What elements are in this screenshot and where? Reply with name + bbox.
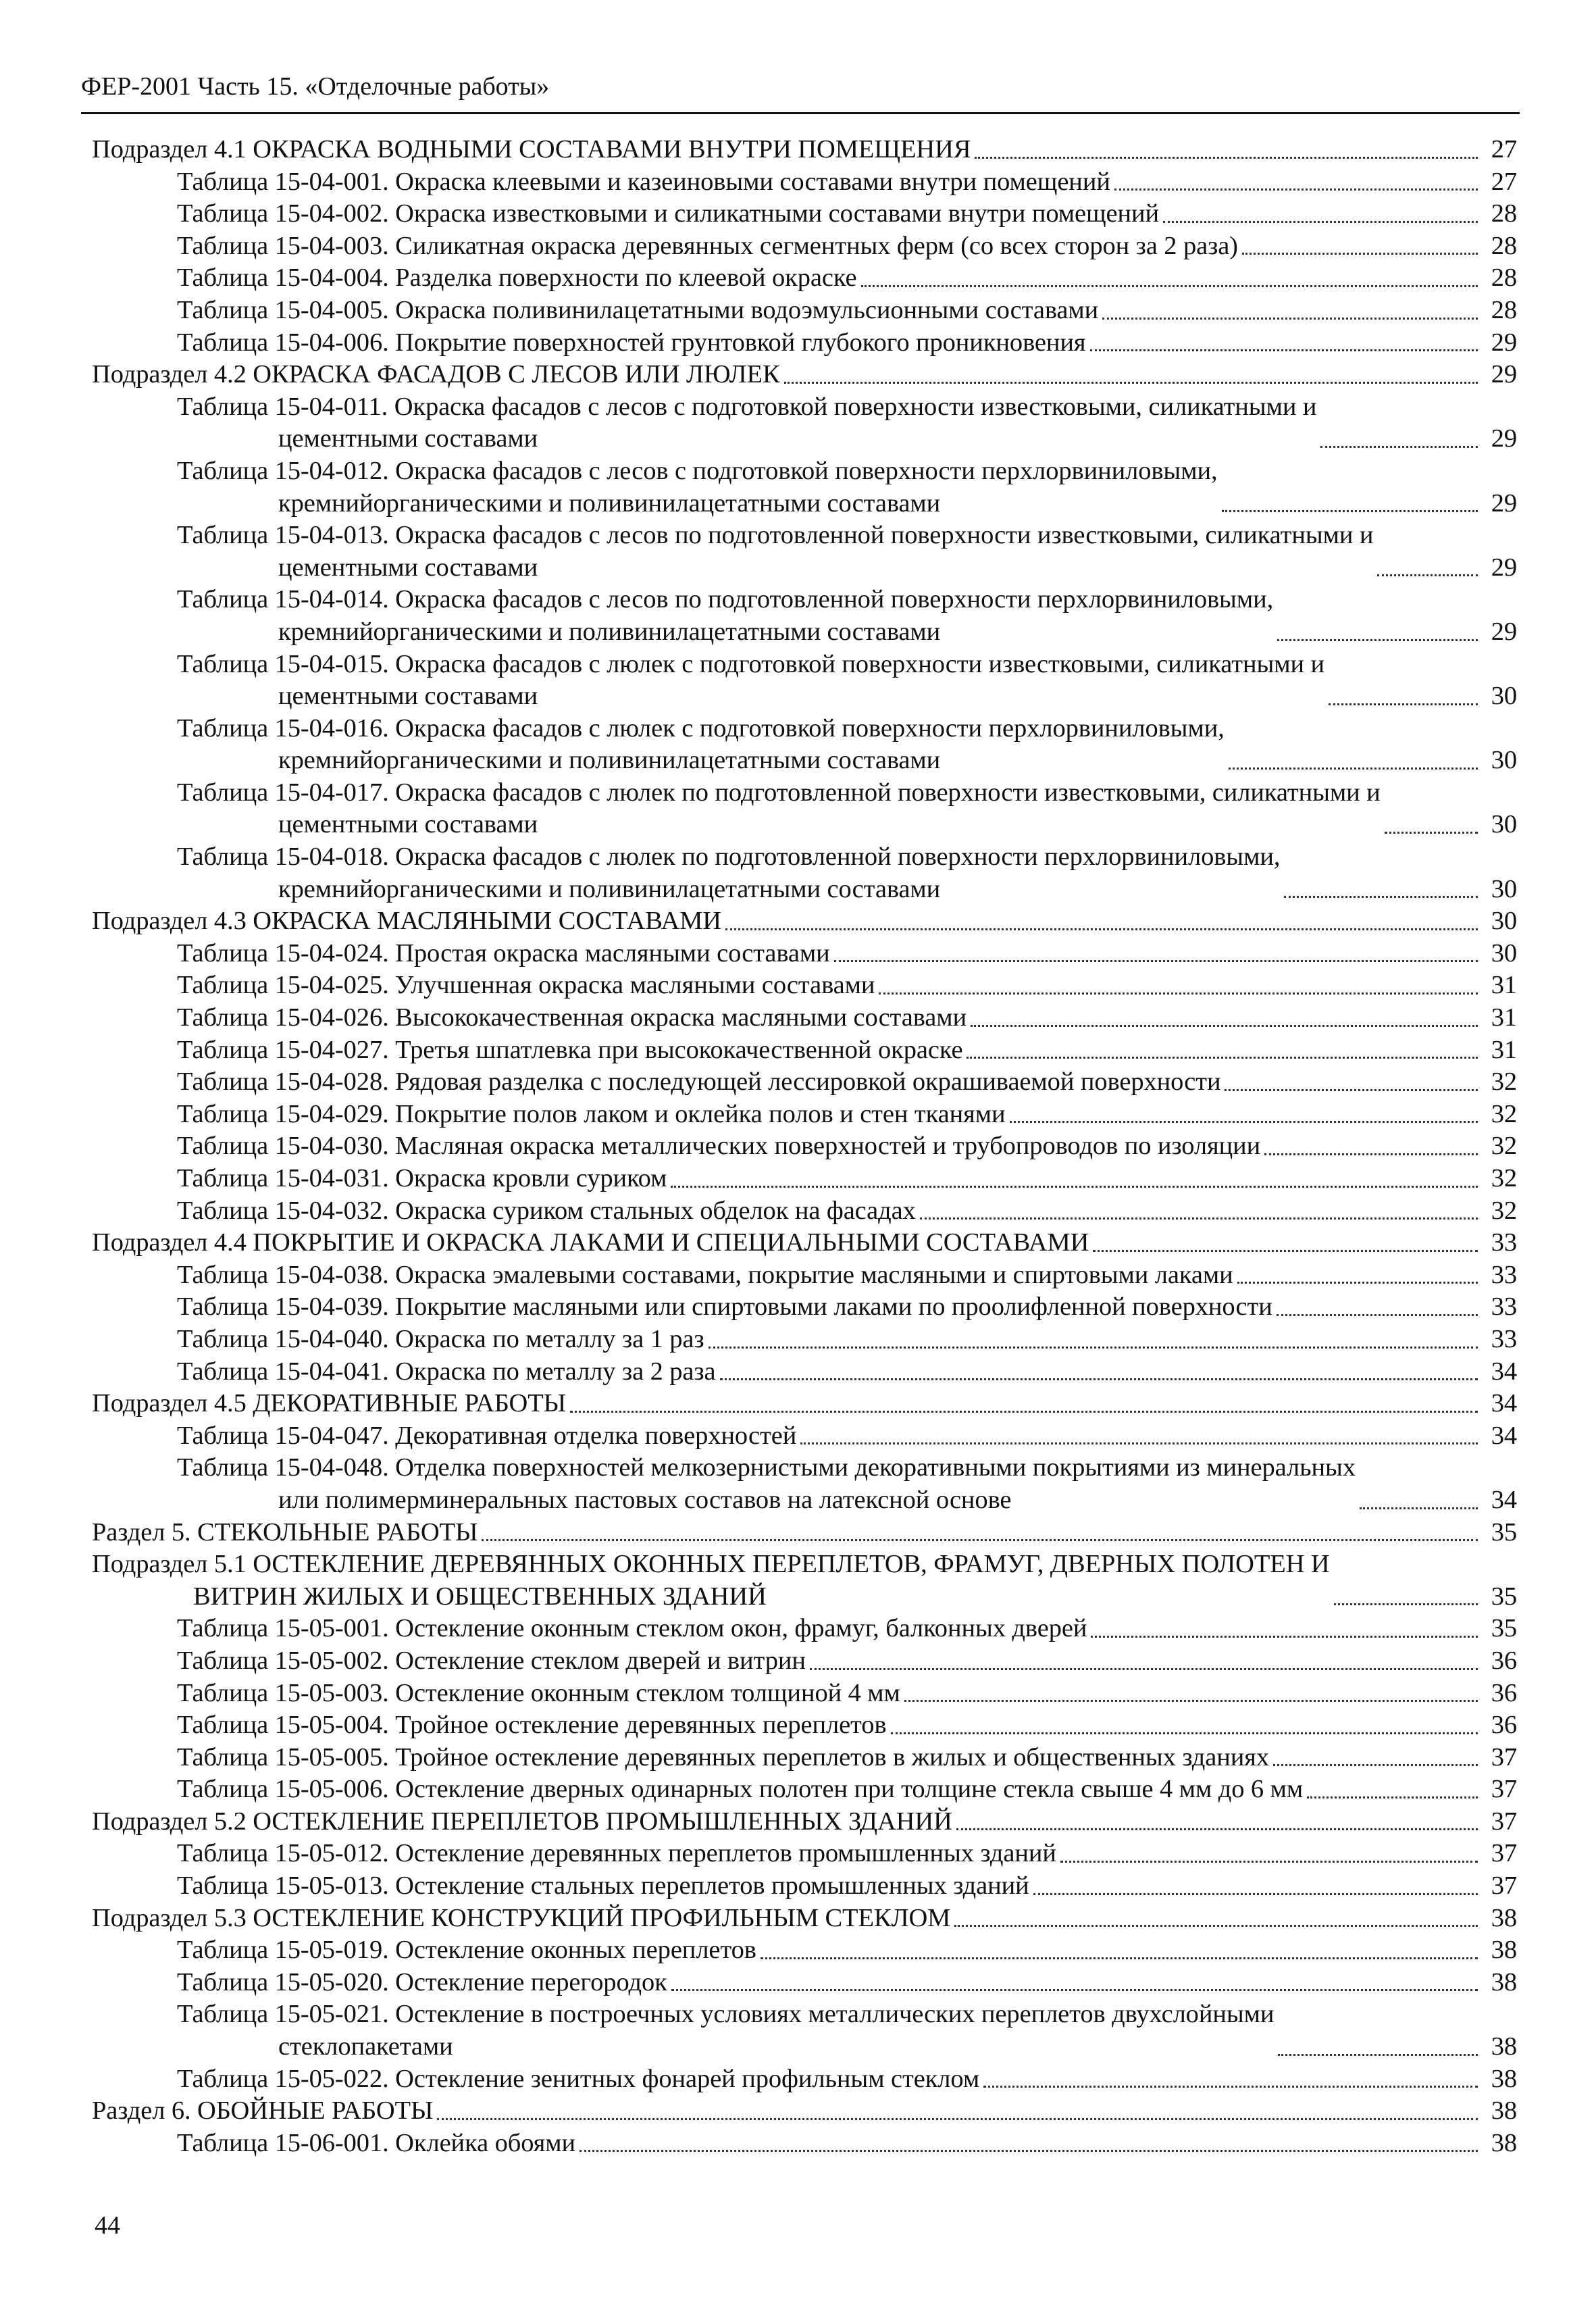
dot-leader — [1284, 896, 1478, 898]
toc-table-entry[interactable] — [92, 391, 1517, 455]
dot-leader — [810, 1668, 1478, 1670]
toc-entry-title — [177, 1420, 796, 1453]
toc-page-number: 27 — [1491, 167, 1517, 196]
dot-leader — [1360, 1507, 1478, 1509]
toc-table-entry[interactable] — [92, 327, 1517, 359]
dot-leader — [879, 992, 1478, 995]
toc-entry-title — [177, 1678, 900, 1710]
toc-section-entry[interactable] — [92, 905, 1517, 938]
toc-table-entry[interactable] — [92, 166, 1517, 199]
toc-entry-title-line: Подраздел 5.3 ОСТЕКЛЕНИЕ КОНСТРУКЦИЙ ПРОФИЛЬНЫМ СТЕКЛОМ — [92, 1903, 951, 1932]
toc-table-entry[interactable] — [92, 1130, 1517, 1163]
toc-table-entry[interactable] — [92, 1613, 1517, 1645]
toc-entry-title-line: Таблица 15-04-012. Окраска фасадов с лесов с подготовкой поверхности перхлорвиниловыми, — [177, 456, 1218, 485]
toc-entry-title — [177, 1967, 667, 1999]
toc-entry-title — [92, 359, 780, 391]
toc-table-entry[interactable] — [92, 970, 1517, 1002]
toc-entry-title-line: Таблица 15-04-006. Покрытие поверхностей грунтовкой глубокого проникновения — [177, 328, 1086, 357]
toc-entry-title — [177, 1163, 667, 1195]
toc-entry-title-line: Раздел 5. СТЕКОЛЬНЫЕ РАБОТЫ — [92, 1517, 478, 1546]
toc-entry-title — [177, 230, 1238, 263]
toc-page-number: 29 — [1491, 617, 1517, 646]
toc-entry-title-line: Таблица 15-05-021. Остекление в построечных условиях металлических переплетов двухслойными — [177, 2000, 1275, 2029]
toc-page-number: 38 — [1491, 1903, 1517, 1932]
toc-page-number: 29 — [1491, 553, 1517, 582]
toc-section-entry[interactable] — [92, 1517, 1517, 1549]
toc-entry-title-line: Таблица 15-04-002. Окраска известковыми и силикатными составами внутри помещений — [177, 199, 1160, 228]
toc-page-number: 34 — [1491, 1485, 1517, 1514]
toc-page-number: 28 — [1491, 295, 1517, 324]
toc-entry-title — [177, 777, 1381, 841]
dot-leader — [1091, 1636, 1478, 1638]
dot-leader — [761, 1957, 1478, 1959]
dot-leader — [1093, 1250, 1478, 1252]
toc-entry-title — [177, 455, 1218, 520]
toc-entry-title-line: Таблица 15-04-025. Улучшенная окраска масляными составами — [177, 971, 875, 1000]
toc-entry-title — [177, 327, 1086, 359]
toc-entry-title — [177, 1259, 1233, 1292]
toc-table-entry[interactable] — [92, 2128, 1517, 2160]
toc-page-number: 38 — [1491, 1967, 1517, 1996]
toc-entry-title — [177, 1130, 1260, 1163]
toc-table-entry[interactable] — [92, 1998, 1517, 2063]
toc-page-number: 37 — [1491, 1839, 1517, 1868]
toc-entry-title-line: Подраздел 4.1 ОКРАСКА ВОДНЫМИ СОСТАВАМИ ВНУТРИ ПОМЕЩЕНИЯ — [92, 135, 971, 164]
toc-entry-title-line: Таблица 15-04-017. Окраска фасадов с люлек по подготовленной поверхности известковыми, силикатными и — [177, 778, 1381, 807]
toc-entry-title — [92, 1806, 952, 1838]
toc-table-entry[interactable] — [92, 1967, 1517, 1999]
toc-page-number: 29 — [1491, 488, 1517, 518]
toc-entry-title-line: Подраздел 5.1 ОСТЕКЛЕНИЕ ДЕРЕВЯННЫХ ОКОННЫХ ПЕРЕПЛЕТОВ, ФРАМУГ, ДВЕРНЫХ ПОЛОТЕН И — [92, 1550, 1330, 1579]
dot-leader — [1114, 188, 1478, 191]
toc-entry-title-line: Таблица 15-04-024. Простая окраска масляными составами — [177, 938, 830, 967]
dot-leader — [861, 285, 1478, 287]
toc-entry-title — [92, 1227, 1089, 1259]
toc-entry-title-line: Таблица 15-05-002. Остекление стеклом дверей и витрин — [177, 1646, 806, 1675]
toc-entry-title — [92, 1388, 566, 1420]
toc-page-number: 36 — [1491, 1678, 1517, 1707]
toc-entry-title — [177, 295, 1098, 327]
toc-section-entry[interactable] — [92, 2095, 1517, 2128]
toc-entry-title — [92, 905, 721, 938]
toc-entry-title — [177, 1195, 916, 1228]
toc-table-entry[interactable] — [92, 295, 1517, 327]
dot-leader — [784, 382, 1478, 384]
toc-page-number: 32 — [1491, 1099, 1517, 1128]
toc-entry-title-line: Таблица 15-04-001. Окраска клеевыми и казеиновыми составами внутри помещений — [177, 167, 1110, 196]
header-divider — [81, 112, 1520, 114]
dot-leader — [671, 1989, 1478, 1991]
toc-page-number: 28 — [1491, 231, 1517, 260]
toc-entry-title-line: Таблица 15-04-039. Покрытие масляными или спиртовыми лаками по проолифленной поверхности — [177, 1292, 1272, 1322]
dot-leader — [920, 1217, 1478, 1219]
toc-page-number: 30 — [1491, 810, 1517, 839]
toc-table-entry[interactable] — [92, 584, 1517, 648]
dot-leader — [1277, 1314, 1478, 1316]
toc-table-entry[interactable] — [92, 1838, 1517, 1870]
dot-leader — [954, 1925, 1478, 1927]
toc-entry-title-line: Подраздел 4.2 ОКРАСКА ФАСАДОВ С ЛЕСОВ ИЛИ ЛЮЛЕК — [92, 360, 780, 389]
toc-page-number: 33 — [1491, 1324, 1517, 1353]
toc-page-number: 30 — [1491, 746, 1517, 775]
toc-page-number: 33 — [1491, 1292, 1517, 1322]
toc-page-number: 31 — [1491, 1035, 1517, 1064]
dot-leader — [1278, 2054, 1478, 2056]
toc-entry-title — [177, 1774, 1303, 1806]
toc-section-entry[interactable] — [92, 1227, 1517, 1259]
toc-entry-title-line: Подраздел 4.3 ОКРАСКА МАСЛЯНЫМИ СОСТАВАМИ — [92, 907, 721, 936]
toc-table-entry[interactable] — [92, 1034, 1517, 1067]
dot-leader — [1277, 639, 1478, 641]
toc-page-number: 28 — [1491, 199, 1517, 228]
toc-page-number: 31 — [1491, 971, 1517, 1000]
toc-entry-title — [177, 1870, 1029, 1903]
toc-entry-title-line: Таблица 15-04-032. Окраска суриком стальных обделок на фасадах — [177, 1196, 916, 1225]
toc-entry-title — [177, 970, 875, 1002]
toc-entry-title — [177, 520, 1373, 584]
dot-leader — [1242, 253, 1478, 255]
toc-entry-title-line: Таблица 15-04-041. Окраска по металлу за 2 раза — [177, 1357, 716, 1386]
toc-entry-title-continuation: стеклопакетами — [278, 2032, 453, 2061]
toc-entry-title-continuation: цементными составами — [278, 810, 538, 839]
toc-section-entry[interactable] — [92, 1903, 1517, 1935]
toc-page-number: 35 — [1491, 1517, 1517, 1546]
dot-leader — [956, 1828, 1478, 1830]
toc-entry-title — [177, 938, 830, 970]
toc-page-number: 38 — [1491, 1936, 1517, 1965]
dot-leader — [834, 960, 1478, 962]
toc-table-entry[interactable] — [92, 1066, 1517, 1099]
dot-leader — [971, 1025, 1478, 1027]
dot-leader — [720, 1378, 1478, 1380]
dot-leader — [1377, 574, 1478, 576]
toc-table-entry[interactable] — [92, 455, 1517, 520]
dot-leader — [1225, 1089, 1478, 1091]
toc-table-entry[interactable] — [92, 1420, 1517, 1453]
toc-table-entry[interactable] — [92, 1774, 1517, 1806]
toc-entry-title — [177, 584, 1273, 648]
toc-entry-title-line: Таблица 15-05-019. Остекление оконных переплетов — [177, 1936, 756, 1965]
toc-section-entry[interactable] — [92, 1388, 1517, 1420]
toc-entry-title-line: Таблица 15-04-038. Окраска эмалевыми составами, покрытие масляными и спиртовыми лаками — [177, 1260, 1233, 1289]
toc-entry-title — [177, 1034, 962, 1067]
toc-entry-title — [177, 841, 1280, 905]
toc-page-number: 37 — [1491, 1871, 1517, 1901]
toc-table-entry[interactable] — [92, 938, 1517, 970]
toc-entry-title — [177, 1838, 1056, 1870]
toc-page-number: 35 — [1491, 1614, 1517, 1643]
toc-entry-title — [177, 198, 1159, 230]
toc-entry-title — [177, 1742, 1269, 1774]
toc-table-entry[interactable] — [92, 1709, 1517, 1742]
toc-page-number: 32 — [1491, 1067, 1517, 1097]
toc-table-entry[interactable] — [92, 1742, 1517, 1774]
toc-entry-title-continuation: цементными составами — [278, 682, 538, 711]
dot-leader — [975, 157, 1478, 159]
toc-entry-title-line: Таблица 15-04-016. Окраска фасадов с люлек с подготовкой поверхности перхлорвиниловыми, — [177, 713, 1225, 743]
toc-page-number: 36 — [1491, 1711, 1517, 1740]
toc-entry-title-line: Таблица 15-04-048. Отделка поверхностей мелкозернистыми декоративными покрытиями из минеральных — [177, 1453, 1356, 1482]
toc-entry-title — [177, 1998, 1274, 2063]
dot-leader — [482, 1539, 1478, 1541]
toc-entry-title-line: Таблица 15-04-015. Окраска фасадов с люлек с подготовкой поверхности известковыми, силикатными и — [177, 649, 1325, 678]
toc-entry-title-line: Таблица 15-05-006. Остекление дверных одинарных полотен при толщине стекла свыше 4 мм до 6 мм — [177, 1775, 1304, 1804]
toc-entry-title — [177, 2128, 575, 2160]
toc-table-entry[interactable] — [92, 1195, 1517, 1228]
dot-leader — [1163, 221, 1478, 223]
toc-table-entry[interactable] — [92, 1645, 1517, 1678]
toc-entry-title-line: Таблица 15-04-030. Масляная окраска металлических поверхностей и трубопроводов по изоляции — [177, 1132, 1261, 1161]
toc-page-number: 31 — [1491, 1003, 1517, 1032]
dot-leader — [580, 2150, 1478, 2152]
toc-entry-title-line: Таблица 15-06-001. Оклейка обоями — [177, 2128, 576, 2157]
toc-entry-title — [177, 1934, 756, 1967]
toc-entry-title-line: Таблица 15-05-003. Остекление оконным стеклом толщиной 4 мм — [177, 1678, 900, 1707]
toc-entry-title — [177, 1645, 806, 1678]
toc-entry-title — [177, 1099, 1006, 1131]
toc-entry-title — [177, 262, 857, 295]
toc-entry-title — [92, 1903, 950, 1935]
toc-table-entry[interactable] — [92, 777, 1517, 841]
toc-entry-title — [177, 1356, 716, 1388]
dot-leader — [1320, 446, 1478, 448]
dot-leader — [709, 1347, 1478, 1349]
toc-entry-title — [177, 1613, 1087, 1645]
toc-entry-title-continuation: кремнийорганическими и поливинилацетатными составами — [278, 488, 941, 518]
toc-entry-title — [92, 1517, 478, 1549]
toc-entry-title-line: Таблица 15-05-022. Остекление зенитных фонарей профильным стеклом — [177, 2064, 980, 2093]
toc-entry-title — [177, 1066, 1220, 1099]
toc-page-number: 37 — [1491, 1742, 1517, 1771]
dot-leader — [1229, 768, 1478, 770]
toc-table-entry[interactable] — [92, 1870, 1517, 1903]
toc-page-number: 38 — [1491, 2096, 1517, 2126]
dot-leader — [725, 928, 1478, 930]
toc-entry-title-line: Таблица 15-04-011. Окраска фасадов с лесов с подготовкой поверхности известковыми, силикатными и — [177, 392, 1317, 421]
toc-page-number: 37 — [1491, 1775, 1517, 1804]
toc-table-entry[interactable] — [92, 198, 1517, 230]
toc-entry-title — [177, 1452, 1356, 1516]
dot-leader — [1273, 1764, 1478, 1766]
toc-entry-title — [177, 166, 1110, 199]
toc-section-entry[interactable] — [92, 1549, 1517, 1613]
toc-page-number: 32 — [1491, 1196, 1517, 1225]
toc-entry-title-line: Таблица 15-04-028. Рядовая разделка с последующей лессировкой окрашиваемой поверхности — [177, 1067, 1221, 1097]
toc-page-number: 34 — [1491, 1389, 1517, 1418]
toc-page-number: 29 — [1491, 424, 1517, 453]
toc-table-entry[interactable] — [92, 713, 1517, 777]
toc-entry-title-line: Таблица 15-04-031. Окраска кровли суриком — [177, 1164, 667, 1192]
toc-table-entry[interactable] — [92, 230, 1517, 263]
toc-page-number: 30 — [1491, 907, 1517, 936]
toc-page-number: 33 — [1491, 1228, 1517, 1257]
toc-page-number: 37 — [1491, 1807, 1517, 1836]
toc-page-number: 35 — [1491, 1582, 1517, 1611]
toc-entry-title-line: Таблица 15-04-018. Окраска фасадов с люлек по подготовленной поверхности перхлорвиниловыми, — [177, 842, 1281, 872]
dot-leader — [437, 2118, 1478, 2120]
toc-entry-title — [177, 1324, 704, 1356]
toc-table-entry[interactable] — [92, 1678, 1517, 1710]
table-of-contents — [92, 134, 1517, 2159]
dot-leader — [967, 1057, 1478, 1059]
toc-entry-title-line: Таблица 15-04-027. Третья шпатлевка при высококачественной окраске — [177, 1035, 963, 1064]
toc-page-number: 38 — [1491, 2064, 1517, 2093]
toc-table-entry[interactable] — [92, 1934, 1517, 1967]
dot-leader — [1033, 1893, 1478, 1895]
toc-entry-title-continuation: ВИТРИН ЖИЛЫХ И ОБЩЕСТВЕННЫХ ЗДАНИЙ — [193, 1582, 767, 1611]
toc-entry-title — [177, 649, 1324, 713]
toc-page-number: 30 — [1491, 874, 1517, 903]
toc-table-entry[interactable] — [92, 1002, 1517, 1034]
toc-entry-title-line: Таблица 15-05-004. Тройное остекление деревянных переплетов — [177, 1711, 887, 1740]
dot-leader — [1102, 318, 1478, 320]
toc-table-entry[interactable] — [92, 841, 1517, 905]
toc-table-entry[interactable] — [92, 1324, 1517, 1356]
toc-table-entry[interactable] — [92, 1356, 1517, 1388]
toc-entry-title-line: Таблица 15-05-005. Тройное остекление деревянных переплетов в жилых и общественных зданиях — [177, 1742, 1270, 1771]
toc-entry-title-line: Таблица 15-04-004. Разделка поверхности по клеевой окраске — [177, 263, 857, 293]
dot-leader — [1264, 1153, 1478, 1155]
toc-table-entry[interactable] — [92, 1452, 1517, 1516]
dot-leader — [800, 1442, 1478, 1444]
toc-table-entry[interactable] — [92, 1259, 1517, 1292]
toc-table-entry[interactable] — [92, 649, 1517, 713]
toc-entry-title-line: Таблица 15-05-001. Остекление оконным стеклом окон, фрамуг, балконных дверей — [177, 1614, 1087, 1643]
toc-entry-title — [92, 1549, 1330, 1613]
toc-section-entry[interactable] — [92, 1806, 1517, 1838]
page-header: ФЕР-2001 Часть 15. «Отделочные работы» — [81, 72, 550, 101]
toc-page-number: 38 — [1491, 2128, 1517, 2157]
toc-entry-title-line: Таблица 15-04-040. Окраска по металлу за 1 раз — [177, 1324, 704, 1353]
dot-leader — [1307, 1796, 1478, 1799]
toc-entry-title-line: Таблица 15-04-005. Окраска поливинилацетатными водоэмульсионными составами — [177, 295, 1099, 324]
toc-entry-title-line: Таблица 15-05-013. Остекление стальных переплетов промышленных зданий — [177, 1871, 1029, 1901]
toc-page-number: 27 — [1491, 135, 1517, 164]
toc-page-number: 34 — [1491, 1357, 1517, 1386]
dot-leader — [983, 2086, 1478, 2088]
toc-table-entry[interactable] — [92, 1163, 1517, 1195]
toc-table-entry[interactable] — [92, 2063, 1517, 2096]
toc-entry-title-line: Подраздел 4.4 ПОКРЫТИЕ И ОКРАСКА ЛАКАМИ И СПЕЦИАЛЬНЫМИ СОСТАВАМИ — [92, 1228, 1089, 1257]
toc-table-entry[interactable] — [92, 520, 1517, 584]
dot-leader — [570, 1411, 1478, 1413]
dot-leader — [891, 1732, 1478, 1734]
toc-page-number: 29 — [1491, 328, 1517, 357]
dot-leader — [1222, 510, 1478, 512]
toc-entry-title-line: Таблица 15-04-029. Покрытие полов лаком и оклейка полов и стен тканями — [177, 1099, 1006, 1128]
dot-leader — [904, 1700, 1478, 1702]
dot-leader — [1010, 1121, 1478, 1123]
toc-entry-title — [177, 1709, 887, 1742]
toc-page-number: 30 — [1491, 682, 1517, 711]
toc-entry-title-continuation: цементными составами — [278, 553, 538, 582]
toc-entry-title-line: Таблица 15-04-047. Декоративная отделка поверхностей — [177, 1421, 797, 1450]
toc-entry-title-line: Таблица 15-04-014. Окраска фасадов с лесов по подготовленной поверхности перхлорвиниловыми, — [177, 585, 1274, 614]
toc-page-number: 29 — [1491, 360, 1517, 389]
toc-page-number: 32 — [1491, 1132, 1517, 1161]
toc-entry-title-continuation: кремнийорганическими и поливинилацетатными составами — [278, 617, 941, 646]
toc-table-entry[interactable] — [92, 1099, 1517, 1131]
toc-entry-title — [177, 2063, 979, 2096]
dot-leader — [1334, 1603, 1478, 1605]
dot-leader — [1385, 832, 1478, 834]
toc-page-number: 32 — [1491, 1164, 1517, 1192]
dot-leader — [1329, 703, 1478, 705]
toc-entry-title-continuation: кремнийорганическими и поливинилацетатными составами — [278, 874, 941, 903]
toc-entry-title-line: Таблица 15-04-003. Силикатная окраска деревянных сегментных ферм (со всех сторон за 2 раза) — [177, 231, 1238, 260]
toc-entry-title-line: Раздел 6. ОБОЙНЫЕ РАБОТЫ — [92, 2096, 434, 2126]
dot-leader — [1060, 1861, 1478, 1863]
toc-entry-title-line: Подраздел 4.5 ДЕКОРАТИВНЫЕ РАБОТЫ — [92, 1389, 567, 1418]
toc-entry-title — [177, 1291, 1272, 1324]
toc-entry-title-continuation: цементными составами — [278, 424, 538, 453]
toc-entry-title-line: Подраздел 5.2 ОСТЕКЛЕНИЕ ПЕРЕПЛЕТОВ ПРОМЫШЛЕННЫХ ЗДАНИЙ — [92, 1807, 952, 1836]
toc-section-entry[interactable] — [92, 134, 1517, 166]
toc-page-number: 38 — [1491, 2032, 1517, 2061]
toc-table-entry[interactable] — [92, 1291, 1517, 1324]
toc-table-entry[interactable] — [92, 262, 1517, 295]
page-number: 44 — [95, 2211, 120, 2240]
toc-entry-title-continuation: или полимерминеральных пастовых составов на латексной основе — [278, 1485, 1012, 1514]
toc-page-number: 36 — [1491, 1646, 1517, 1675]
toc-entry-title — [177, 713, 1225, 777]
toc-entry-title-line: Таблица 15-05-012. Остекление деревянных переплетов промышленных зданий — [177, 1839, 1056, 1868]
toc-entry-title-line: Таблица 15-05-020. Остекление перегородок — [177, 1967, 667, 1996]
dot-leader — [1090, 349, 1478, 351]
toc-entry-title — [177, 391, 1316, 455]
toc-entry-title-line: Таблица 15-04-026. Высококачественная окраска масляными составами — [177, 1003, 967, 1032]
toc-entry-title — [92, 2095, 433, 2128]
toc-page-number: 30 — [1491, 938, 1517, 967]
toc-page-number: 33 — [1491, 1260, 1517, 1289]
toc-page-number: 34 — [1491, 1421, 1517, 1450]
dot-leader — [1237, 1282, 1478, 1284]
dot-leader — [671, 1186, 1478, 1188]
toc-page-number: 28 — [1491, 263, 1517, 293]
toc-entry-title — [92, 134, 971, 166]
toc-section-entry[interactable] — [92, 359, 1517, 391]
toc-entry-title — [177, 1002, 967, 1034]
toc-entry-title-line: Таблица 15-04-013. Окраска фасадов с лесов по подготовленной поверхности известковыми, силикатными и — [177, 521, 1374, 550]
toc-entry-title-continuation: кремнийорганическими и поливинилацетатными составами — [278, 746, 941, 775]
